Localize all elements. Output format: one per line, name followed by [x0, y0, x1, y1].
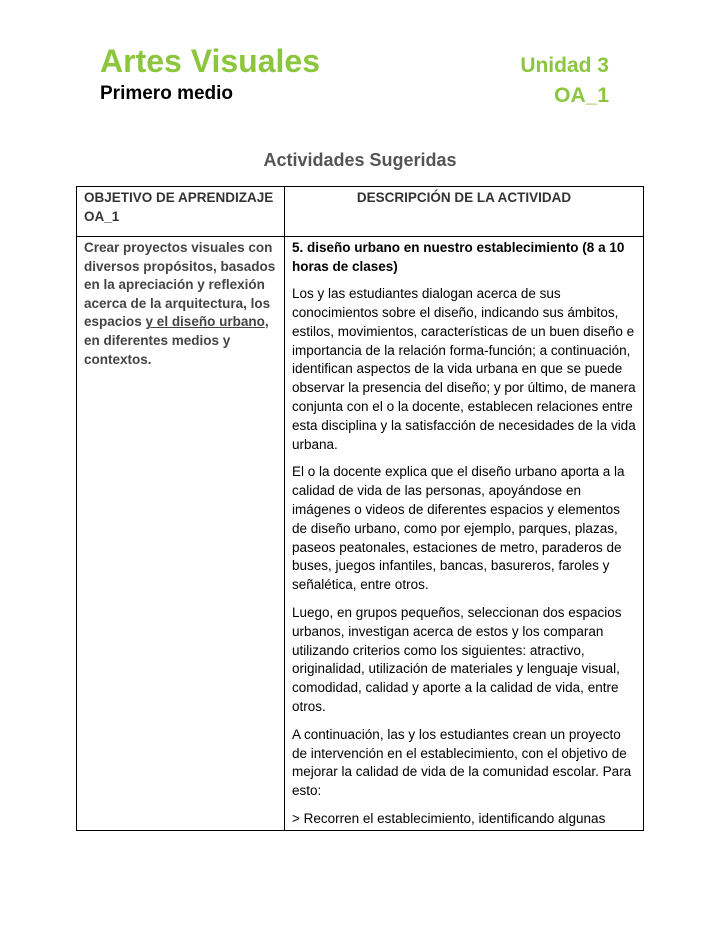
activity-title: 5. diseño urbano en nuestro establecimiento (8 a 10 horas de clases) [292, 240, 625, 274]
activity-paragraph: A continuación, las y los estudiantes crean un proyecto de intervención en el establecimiento, con el objetivo de mejorar la calidad de vida de la comunidad escolar. Para esto: [292, 726, 632, 799]
objective-text [84, 237, 277, 369]
oa-label: OA_1 [554, 84, 609, 107]
page-header [100, 42, 320, 106]
activity-paragraph: > Recorren el establecimiento, identificando algunas [292, 810, 606, 826]
table-row [77, 237, 644, 831]
table-header-row [77, 187, 644, 237]
subject-title: Artes Visuales [100, 43, 320, 79]
grade-subtitle: Primero medio [100, 83, 234, 104]
unit-label: Unidad 3 [520, 54, 609, 77]
section-title: Actividades Sugeridas [263, 150, 457, 170]
activity-paragraph: El o la docente explica que el diseño urbano aporta a la calidad de vida de las personas, apoyándose en imágenes o videos de diferentes espacios y elementos de diseño urbano, como por ejemplo, parques, plazas, paseos peatonales, estaciones de metro, paraderos de buses, juegos infantiles, bancas, basureros, faroles y señalética, entre otros. [292, 464, 625, 593]
objective-header: OBJETIVO DE APRENDIZAJE OA_1 [77, 187, 285, 237]
description-header: DESCRIPCIÓN DE LA ACTIVIDAD [285, 187, 644, 237]
activity-paragraph: Los y las estudiantes dialogan acerca de sus conocimientos sobre el diseño, indicando sus ámbitos, estilos, movimientos, características de un buen diseño e importancia de la relación forma-función; a continuación, identifican aspectos de la vida urbana en que se puede observar la presencia del diseño; y por último, de manera conjunta con el o la docente, establecen relaciones entre esta disciplina y la satisfacción de necesidades de la vida urbana. [292, 286, 636, 452]
objective-cell [77, 237, 285, 831]
objective-text-part1: Crear proyectos visuales con diversos propósitos, basados en la apreciación y reflexión acerca de la arquitectura, los espacios [84, 240, 276, 330]
objective-underlined-text: y el diseño urbano [145, 314, 265, 330]
description-cell [285, 237, 644, 831]
activity-paragraph: Luego, en grupos pequeños, seleccionan dos espacios urbanos, investigan acerca de estos y los comparan utilizando criterios como los siguientes: atractivo, originalidad, utilización de materiales y lenguaje visual, comodidad, calidad y aporte a la calidad de vida, entre otros. [292, 604, 622, 714]
unit-info [520, 53, 609, 109]
activities-table [76, 186, 644, 831]
objective-text-part2: , en diferentes medios y contextos. [84, 314, 269, 367]
